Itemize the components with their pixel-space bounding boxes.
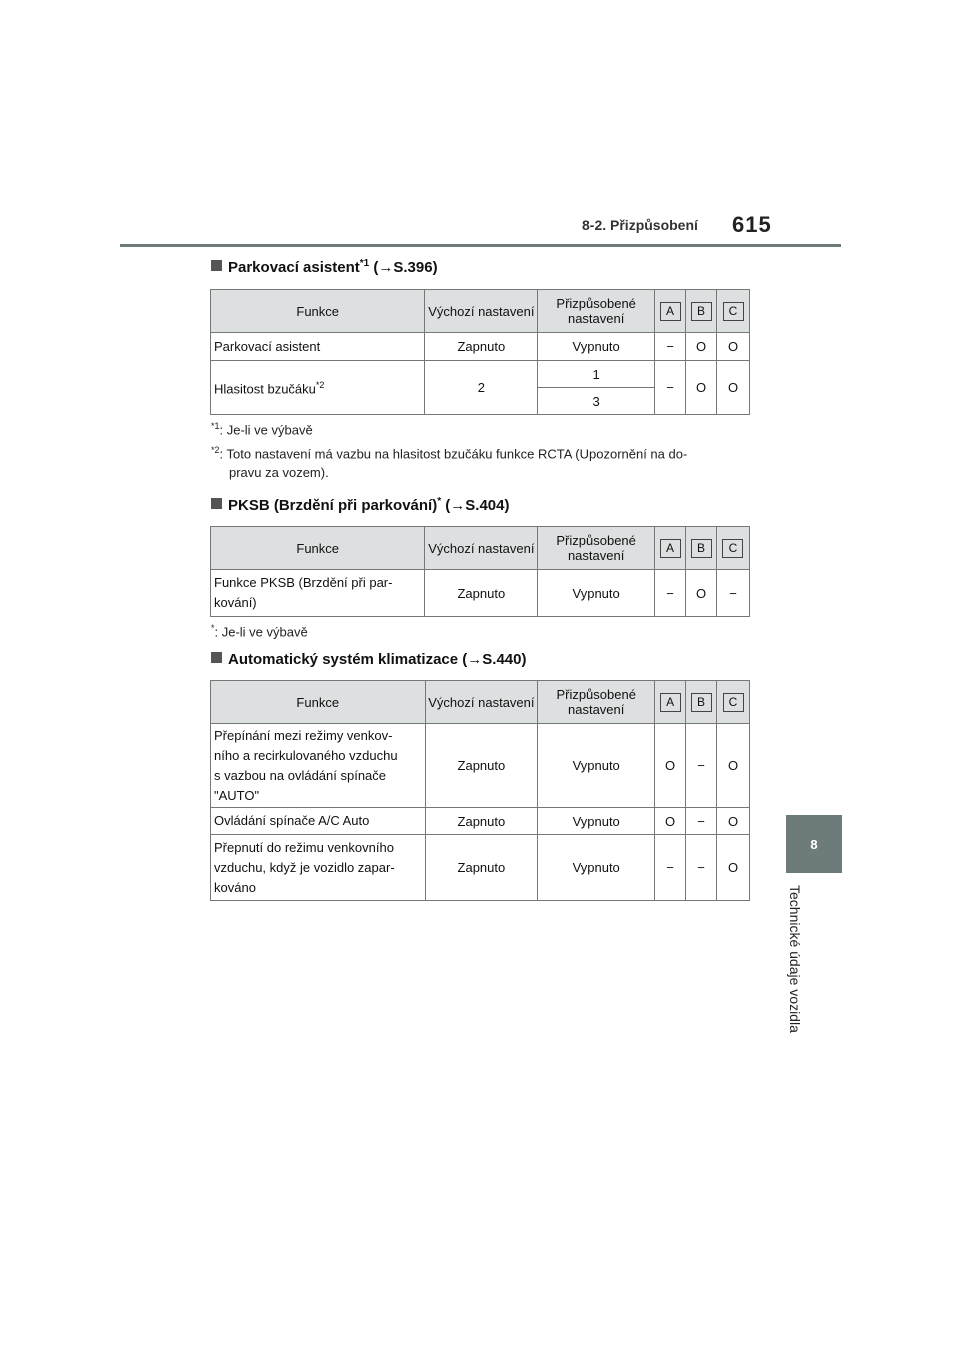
- row-c: O: [717, 724, 750, 808]
- row-custom: Vypnuto: [538, 808, 655, 835]
- header-funkce: Funkce: [211, 290, 425, 333]
- header-a: [655, 527, 686, 570]
- footnote: $^{*2}$: Toto nastavení má vazbu na hlasitost bzučáku funkce RCTA (Upozornění na do- pravu za vozem).: [211, 445, 688, 481]
- row-function: Parkovací asistent: [211, 333, 425, 361]
- letter-a-box: A: [660, 693, 681, 712]
- row-function: Přepnutí do režimu venkovního vzduchu, když je vozidlo zapar- kováno: [211, 835, 426, 901]
- row-a: O: [655, 724, 686, 808]
- row-default: 2: [425, 361, 538, 415]
- letter-b-box: B: [691, 539, 712, 558]
- page-reference-link[interactable]: (→S.404): [445, 497, 510, 514]
- row-a: −: [655, 333, 686, 361]
- letter-a-box: A: [660, 539, 681, 558]
- table-row: [211, 835, 750, 901]
- row-a: −: [655, 570, 686, 617]
- section-heading-climate: Automatický systém klimatizace (→S.440): [211, 651, 526, 668]
- chapter-tab[interactable]: [786, 815, 842, 873]
- header-default: Výchozí nastavení: [425, 681, 538, 724]
- footnote: $^{*1}$: Je-li ve výbavě: [211, 421, 313, 438]
- chapter-number: 8: [810, 836, 818, 852]
- bullet-square-icon: [211, 498, 222, 509]
- header-b: [686, 527, 717, 570]
- table-row: [211, 361, 750, 388]
- chapter-title-text: Technické údaje vozidla: [787, 885, 803, 1033]
- header-c: [717, 290, 750, 333]
- letter-a-box: A: [660, 302, 681, 321]
- table-header-row: [211, 681, 750, 724]
- table-header-row: [211, 290, 750, 333]
- table-row: [211, 570, 750, 617]
- bullet-square-icon: [211, 260, 222, 271]
- table-row: [211, 333, 750, 361]
- pksb-table: [210, 526, 750, 617]
- row-default: Zapnuto: [425, 570, 538, 617]
- row-c: O: [717, 361, 750, 415]
- row-c: O: [717, 333, 750, 361]
- row-custom: Vypnuto: [538, 333, 655, 361]
- page-number: 615: [732, 212, 772, 237]
- letter-c-box: C: [722, 539, 743, 558]
- header-funkce: Funkce: [211, 681, 426, 724]
- section-heading-pksb: PKSB (Brzdění při parkování)* (→S.404): [211, 496, 509, 514]
- header-funkce: Funkce: [211, 527, 425, 570]
- row-default: Zapnuto: [425, 333, 538, 361]
- row-b: O: [686, 333, 717, 361]
- row-default: Zapnuto: [425, 808, 538, 835]
- row-c: O: [717, 808, 750, 835]
- section-heading-parking-assist: Parkovací asistent$^{*1}$ (→S.396): [211, 258, 438, 276]
- bullet-square-icon: [211, 652, 222, 663]
- climate-table: [210, 680, 750, 901]
- parking-assist-table: [210, 289, 750, 415]
- letter-b-box: B: [691, 693, 712, 712]
- row-function: Ovládání spínače A/C Auto: [211, 808, 426, 835]
- letter-c-box: C: [723, 302, 744, 321]
- row-function: Přepínání mezi režimy venkov- ního a recirkulovaného vzduchu s vazbou na ovládání spínače "AUTO": [211, 724, 426, 808]
- row-b: O: [686, 570, 717, 617]
- table-row: [211, 808, 750, 835]
- header-b: [686, 681, 717, 724]
- footnote: *: Je-li ve výbavě: [211, 623, 308, 640]
- table-header-row: [211, 527, 750, 570]
- row-a: −: [655, 835, 686, 901]
- header-default: Výchozí nastavení: [425, 290, 538, 333]
- header-custom: Přizpůsobené nastavení: [538, 290, 655, 333]
- row-custom: Vypnuto: [538, 570, 655, 617]
- row-b: −: [686, 808, 717, 835]
- header-a: [655, 681, 686, 724]
- row-c: O: [717, 835, 750, 901]
- header-c: [717, 681, 750, 724]
- row-a: −: [655, 361, 686, 415]
- header-a: [655, 290, 686, 333]
- row-a: O: [655, 808, 686, 835]
- header-custom: Přizpůsobené nastavení: [538, 681, 655, 724]
- row-custom: Vypnuto: [538, 835, 655, 901]
- row-custom-option: 1: [538, 361, 655, 388]
- row-b: O: [686, 361, 717, 415]
- letter-c-box: C: [723, 693, 744, 712]
- page-reference-link[interactable]: (→S.440): [462, 651, 527, 668]
- row-function: Funkce PKSB (Brzdění při par- kování): [211, 570, 425, 617]
- row-custom-option: 3: [538, 388, 655, 415]
- row-function: Hlasitost bzučáku$^{*2}$: [211, 361, 425, 415]
- header-default: Výchozí nastavení: [425, 527, 538, 570]
- section-header: 8-2. Přizpůsobení: [582, 217, 698, 233]
- row-default: Zapnuto: [425, 835, 538, 901]
- header-b: [686, 290, 717, 333]
- chapter-side-title: [760, 885, 830, 1045]
- header-divider: [120, 244, 841, 247]
- row-b: −: [686, 835, 717, 901]
- letter-b-box: B: [691, 302, 712, 321]
- row-default: Zapnuto: [425, 724, 538, 808]
- row-custom: Vypnuto: [538, 724, 655, 808]
- page-reference-link[interactable]: (→S.396): [373, 259, 438, 276]
- header-c: [716, 527, 749, 570]
- row-b: −: [686, 724, 717, 808]
- table-row: [211, 724, 750, 808]
- header-custom: Přizpůsobené nastavení: [538, 527, 655, 570]
- row-c: −: [716, 570, 749, 617]
